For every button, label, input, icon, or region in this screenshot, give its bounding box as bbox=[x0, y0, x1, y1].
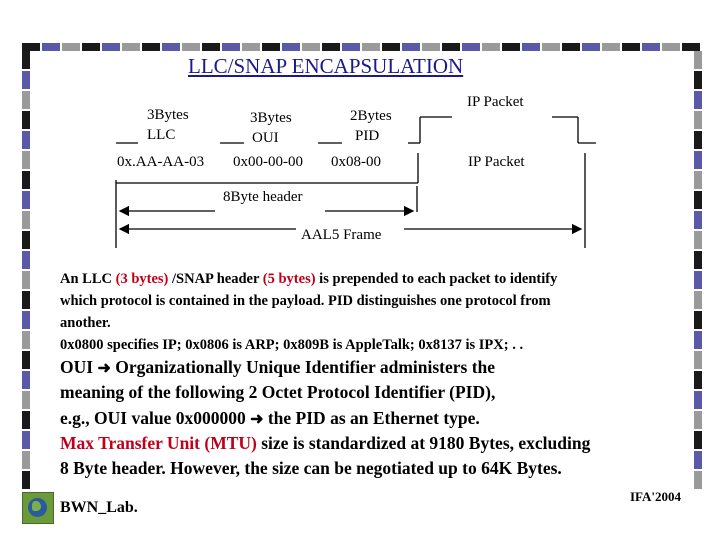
llc-value: 0x.AA-AA-03 bbox=[117, 154, 205, 170]
llc-name-label: LLC bbox=[147, 127, 176, 143]
pid-value: 0x08-00 bbox=[331, 154, 381, 170]
paragraph-oui: OUI ➜ Organizationally Unique Identifier administers the bbox=[60, 357, 496, 377]
paragraph-llc-snap: An LLC (3 bytes) /SNAP header (5 bytes) is prepended to each packet to identify bbox=[60, 271, 558, 287]
ip-packet-top-label: IP Packet bbox=[467, 94, 524, 110]
pid-name-label: PID bbox=[355, 128, 380, 144]
llc-size-label: 3Bytes bbox=[147, 107, 189, 123]
oui-value: 0x00-00-00 bbox=[233, 154, 303, 170]
ip-packet-bottom-label: IP Packet bbox=[468, 154, 525, 170]
paragraph-protocol-ids: 0x0800 specifies IP; 0x0806 is ARP; 0x809B is AppleTalk; 0x8137 is IPX; . . bbox=[60, 337, 524, 353]
paragraph-mtu: Max Transfer Unit (MTU) size is standardized at 9180 Bytes, excluding bbox=[60, 433, 591, 453]
paragraph-llc-snap-line2: which protocol is contained in the payload. PID distinguishes one protocol from bbox=[60, 293, 551, 309]
right-arrow-icon: ➜ bbox=[250, 411, 264, 428]
footer-lab-name: BWN_Lab. bbox=[60, 499, 138, 516]
footer-copyright: IFA'2004 bbox=[630, 489, 682, 504]
slide-title: LLC/SNAP ENCAPSULATION bbox=[188, 54, 464, 78]
paragraph-mtu-line2: 8 Byte header. However, the size can be negotiated up to 64K Bytes. bbox=[60, 458, 562, 478]
paragraph-example: e.g., OUI value 0x000000 ➜ the PID as an Ethernet type. bbox=[60, 408, 480, 428]
oui-name-label: OUI bbox=[252, 130, 279, 146]
frame-span-label: AAL5 Frame bbox=[301, 227, 382, 243]
pid-size-label: 2Bytes bbox=[350, 108, 392, 124]
header-span-label: 8Byte header bbox=[223, 189, 303, 205]
oui-size-label: 3Bytes bbox=[250, 110, 292, 126]
right-arrow-icon: ➜ bbox=[97, 360, 111, 377]
lab-logo-icon bbox=[22, 492, 54, 524]
paragraph-oui-line2: meaning of the following 2 Octet Protocol Identifier (PID), bbox=[60, 382, 496, 402]
paragraph-llc-snap-line3: another. bbox=[60, 315, 111, 331]
